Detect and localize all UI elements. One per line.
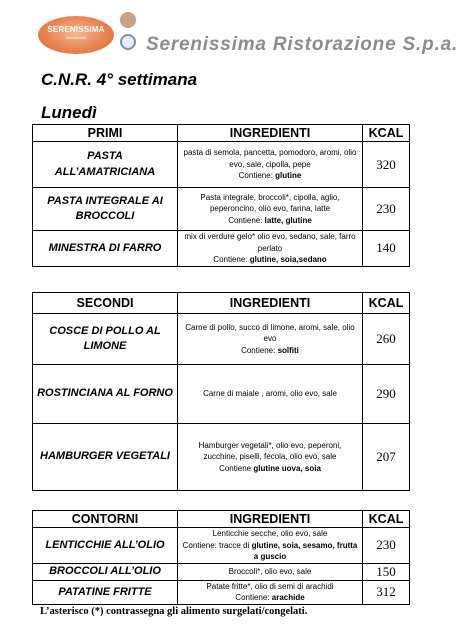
logo-brand-text: SERENISSIMA — [47, 25, 105, 34]
kcal-value: 290 — [363, 365, 410, 424]
table-header-row — [33, 511, 410, 528]
kcal-value: 150 — [363, 563, 410, 580]
contains-label: Contiene: tracce di — [182, 540, 250, 550]
dish-name: BROCCOLI ALL’OLIO — [33, 563, 178, 580]
allergens: latte, glutine — [264, 215, 312, 225]
contorni-table — [32, 510, 410, 605]
column-header-kcal: KCAL — [363, 125, 410, 142]
kcal-value: 312 — [363, 580, 410, 604]
table-row — [33, 314, 410, 365]
table-header-row — [33, 125, 410, 142]
ingredients-cell — [178, 528, 363, 564]
ingredients-text: Patate fritte*, olio di semi di arachidi — [206, 581, 334, 591]
column-header-kcal: KCAL — [363, 511, 410, 528]
allergens: glutine — [275, 171, 302, 181]
kcal-value: 260 — [363, 314, 410, 365]
ingredients-text: mix di verdure gelo* olio evo, sedano, sale, farro perlato — [184, 232, 356, 253]
dish-name: COSCE DI POLLO AL LIMONE — [33, 314, 178, 365]
dish-name: LENTICCHIE ALL’OLIO — [33, 528, 178, 564]
column-header-course: CONTORNI — [33, 511, 178, 528]
dish-name: MINESTRA DI FARRO — [33, 231, 178, 267]
dish-name: HAMBURGER VEGETALI — [33, 424, 178, 491]
ingredients-cell — [178, 142, 363, 188]
ingredients-text: Carne di pollo, succo di limone, aromi, sale, olio evo — [185, 322, 355, 344]
column-header-ingredients: INGREDIENTI — [178, 125, 363, 142]
contains-label: Contiene: — [238, 171, 273, 181]
ingredients-text: Hamburger vegetali*, olio evo, peperoni, zucchine, piselli, fecola, olio evo, sale — [198, 440, 342, 462]
contains-label: Contiene: — [241, 345, 276, 355]
ingredients-text: Carne di maiale , aromi, olio evo, sale — [203, 389, 337, 399]
contains-label: Contiene: — [213, 255, 248, 265]
column-header-course: PRIMI — [33, 125, 178, 142]
table-row — [33, 528, 410, 564]
ingredients-cell — [178, 231, 363, 267]
dish-name: PASTA ALL’AMATRICIANA — [33, 142, 178, 188]
table-row — [33, 231, 410, 267]
table-row — [33, 563, 410, 580]
ingredients-text: pasta di semola, pancetta, pomodoro, aromi, olio evo, sale, cipolla, pepe — [183, 148, 357, 169]
secondi-table — [32, 292, 410, 491]
ingredients-text: Lenticchie secche, olio evo, sale — [212, 529, 328, 538]
allergens: solfiti — [277, 345, 299, 355]
dish-name: PASTA INTEGRALE AI BROCCOLI — [33, 188, 178, 231]
allergens: glutine, soia,sedano — [249, 255, 327, 265]
kcal-value: 207 — [363, 424, 410, 491]
table-header-row — [33, 293, 410, 314]
ingredients-cell — [178, 188, 363, 231]
table-row — [33, 142, 410, 188]
allergens: glutine uova, soia — [253, 463, 321, 473]
ingredients-cell — [178, 424, 363, 491]
column-header-ingredients: INGREDIENTI — [178, 511, 363, 528]
contains-label: Contiene: — [235, 593, 270, 603]
kcal-value: 230 — [363, 528, 410, 564]
allergens: glutine, soia, sesamo, frutta a guscio — [251, 540, 358, 562]
ingredients-cell — [178, 580, 363, 604]
footnote: L’asterisco (*) contrassegna gli alimento surgelati/congelati. — [40, 606, 308, 617]
table-row — [33, 365, 410, 424]
primi-table — [32, 124, 410, 267]
ingredients-cell — [178, 563, 363, 580]
company-logo — [38, 6, 142, 56]
ingredients-text: Pasta integrale, broccoli*, cipolla, aglio, peperoncino, olio evo, farina, latte — [200, 192, 340, 214]
table-row — [33, 424, 410, 491]
ingredients-text: Broccoli*, olio evo, sale — [228, 566, 312, 576]
logo-sub-text: ristorazione — [65, 35, 87, 40]
ingredients-cell — [178, 314, 363, 365]
table-row — [33, 580, 410, 604]
kcal-value: 320 — [363, 142, 410, 188]
dish-name: ROSTINCIANA AL FORNO — [33, 365, 178, 424]
kcal-value: 230 — [363, 188, 410, 231]
column-header-ingredients: INGREDIENTI — [178, 293, 363, 314]
contains-label: Contiene: — [228, 215, 263, 225]
column-header-course: SECONDI — [33, 293, 178, 314]
document-title: C.N.R. 4° settimana — [41, 70, 198, 89]
ingredients-cell — [178, 365, 363, 424]
column-header-kcal: KCAL — [363, 293, 410, 314]
kcal-value: 140 — [363, 231, 410, 267]
table-row — [33, 188, 410, 231]
contains-label: Contiene — [219, 463, 252, 473]
dish-name: PATATINE FRITTE — [33, 580, 178, 604]
company-name: Serenissima Ristorazione S.p.a. — [146, 34, 459, 55]
day-heading: Lunedì — [41, 103, 97, 122]
certification-seal-icon — [120, 12, 136, 28]
quality-seal-icon — [120, 34, 136, 50]
allergens: arachide — [271, 593, 305, 603]
